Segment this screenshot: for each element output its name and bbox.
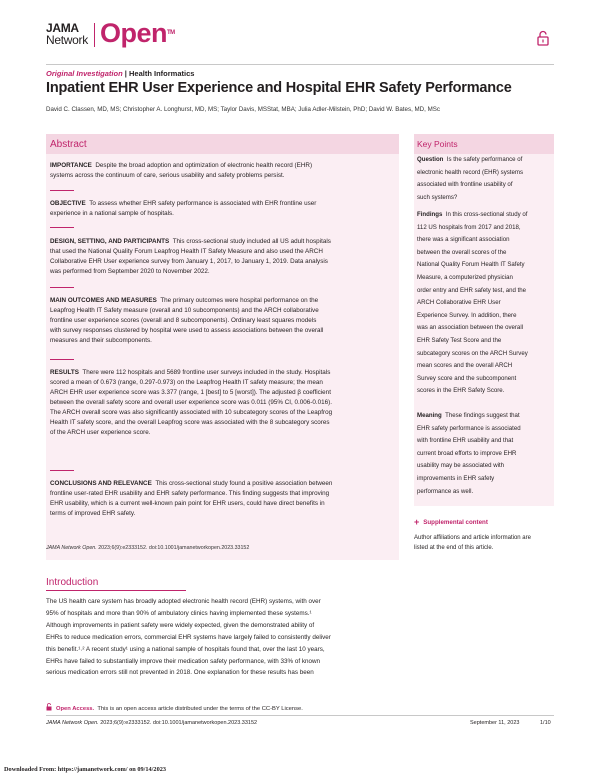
key-point-line: mean scores and the overall ARCH bbox=[417, 362, 513, 370]
key-point-line: scores in the EHR Safety Score. bbox=[417, 387, 505, 395]
abstract-label: RESULTS bbox=[50, 369, 79, 376]
abstract-conclusions bbox=[50, 479, 395, 519]
key-point-line: Meaning These findings suggest that bbox=[417, 412, 520, 419]
key-point-line: subcategory scores on the ARCH Survey bbox=[417, 349, 528, 357]
introduction-heading: Introduction bbox=[46, 577, 99, 588]
abstract-line: was performed from September 2020 to November 2022. bbox=[50, 268, 210, 275]
key-point-line: usability may be associated with bbox=[417, 462, 505, 470]
footer-date: September 11, 2023 bbox=[470, 720, 520, 726]
abstract-importance bbox=[50, 161, 395, 181]
abstract-line: EHR usability, which is a current well-known pain point for EHR users, could have direct benefits in bbox=[50, 500, 325, 507]
page-number: 1/10 bbox=[540, 720, 551, 726]
key-point-line: Experience Survey. In addition, there bbox=[417, 311, 517, 319]
abstract-outcomes bbox=[50, 296, 395, 346]
footer-citation bbox=[46, 720, 257, 726]
key-point-line: current broad efforts to improve EHR bbox=[417, 449, 517, 457]
abstract-line: Collaborative EHR User experience survey from January 1, 2017, to January 1, 2019. Data analysis bbox=[50, 258, 328, 265]
abstract-label: MAIN OUTCOMES AND MEASURES bbox=[50, 297, 157, 304]
open-access-text: This is an open access article distributed under the terms of the CC-BY License. bbox=[97, 706, 303, 712]
key-points-header bbox=[414, 134, 554, 154]
intro-line: The US health care system has broadly adopted electronic health record (EHR) systems, with over bbox=[46, 598, 321, 605]
key-point-line: EHR safety performance is associated bbox=[417, 424, 521, 432]
key-point-meaning bbox=[417, 410, 551, 498]
key-point-line: Findings In this cross-sectional study of bbox=[417, 211, 528, 218]
key-point-line: Question Is the safety performance of bbox=[417, 156, 523, 163]
article-section: Health Informatics bbox=[128, 69, 195, 78]
key-point-line: there was a significant association bbox=[417, 236, 510, 244]
key-point-line: such systems? bbox=[417, 193, 458, 201]
footer-doi: 2023;6(9):e2333152. doi:10.1001/jamanetworkopen.2023.33152 bbox=[100, 720, 258, 726]
section-divider bbox=[50, 287, 74, 288]
abstract-line: DESIGN, SETTING, AND PARTICIPANTS This cross-sectional study included all US adult hospitals bbox=[50, 238, 331, 245]
intro-line: serious medication errors still not prevented in 2018. One explanation for these results has been bbox=[46, 669, 314, 677]
open-lock-icon bbox=[537, 30, 549, 46]
key-point-line: between the overall scores of the bbox=[417, 248, 507, 256]
abstract-line: with survey responses clustered by hospital were used to assess associations between the overall bbox=[50, 327, 324, 334]
affiliation-line: listed at the end of this article. bbox=[414, 545, 494, 551]
abstract-label: IMPORTANCE bbox=[50, 162, 92, 169]
article-type bbox=[46, 69, 194, 78]
abstract-design bbox=[50, 237, 395, 277]
affiliation-line: Author affiliations and article information are bbox=[414, 535, 531, 541]
intro-line: this benefit.¹˒² A recent study¹ using a national sample of hospitals found that, over the last 10 years, bbox=[46, 645, 325, 653]
key-point-line: with frontline EHR usability and that bbox=[417, 437, 514, 445]
key-point-findings bbox=[417, 209, 551, 398]
abstract-line: scored a mean of 0.673 (range, 0.297-0.973) on the Leapfrog Health IT safety measure; the mean bbox=[50, 379, 323, 386]
intro-line: EHRs to reduce medication errors, commercial EHR systems have largely failed to consistently deliver bbox=[46, 633, 331, 641]
author-affiliations-note bbox=[414, 533, 554, 553]
logo-trademark: TM bbox=[167, 30, 175, 36]
abstract-line: IMPORTANCE Despite the broad adoption and optimization of electronic health record (EHR) bbox=[50, 162, 313, 169]
abstract-line: experience in a national sample of hospitals. bbox=[50, 210, 174, 217]
key-point-line: National Quality Forum Health IT Safety bbox=[417, 261, 525, 269]
abstract-label: CONCLUSIONS AND RELEVANCE bbox=[50, 480, 152, 487]
key-point-line: performance as well. bbox=[417, 487, 474, 495]
key-point-line: 112 US hospitals from 2017 and 2018, bbox=[417, 223, 521, 231]
abstract-label: OBJECTIVE bbox=[50, 200, 86, 207]
key-point-line: electronic health record (EHR) systems bbox=[417, 168, 523, 176]
abstract-box bbox=[46, 134, 399, 560]
key-point-line: Measure, a computerized physician bbox=[417, 273, 513, 281]
abstract-header bbox=[46, 134, 399, 154]
key-point-line: associated with frontline usability of bbox=[417, 181, 513, 189]
section-divider bbox=[50, 359, 74, 360]
abstract-results bbox=[50, 368, 395, 438]
key-point-line: was an association between the overall bbox=[417, 324, 524, 332]
logo-open: Open™ bbox=[100, 18, 175, 48]
abstract-line: of the ARCH user experience score. bbox=[50, 429, 151, 436]
abstract-line: MAIN OUTCOMES AND MEASURES The primary outcomes were hospital performance on the bbox=[50, 297, 319, 304]
open-access-label[interactable]: Open Access. bbox=[56, 706, 95, 712]
open-access-icon bbox=[46, 703, 52, 711]
article-title: Inpatient EHR User Experience and Hospital EHR Safety Performance bbox=[46, 80, 512, 96]
abstract-line: frontline user-rated EHR usability and EHR safety performance. This finding suggests that improving bbox=[50, 490, 330, 497]
citation-journal: JAMA Network Open. bbox=[46, 545, 97, 551]
citation-text[interactable]: 2023;6(9):e2333152. doi:10.1001/jamanetworkopen.2023.33152 bbox=[98, 545, 250, 551]
abstract-line: Leapfrog Health IT Safety measure (overall and 10 subcomponents) and the ARCH collaborative bbox=[50, 307, 319, 314]
article-kind: Original Investigation bbox=[46, 69, 123, 78]
abstract-line: Health IT safety score, and the overall Leapfrog score was associated with the 8 subcategory scores bbox=[50, 419, 330, 426]
intro-line: EHRs have failed to substantially improve their medication safety performance, with 33% of known bbox=[46, 657, 321, 665]
abstract-line: RESULTS There were 112 hospitals and 5689 frontline user surveys included in the study. Hospitals bbox=[50, 369, 331, 376]
abstract-line: The ARCH overall score was also significantly associated with 10 subcategory scores of the Leapfrog bbox=[50, 409, 333, 416]
key-point-line: Survey score and the subcomponent bbox=[417, 374, 517, 382]
key-point-line: order entry and EHR safety test, and the bbox=[417, 286, 527, 294]
footer-rule bbox=[46, 715, 554, 716]
abstract-line: terms of improved EHR safety. bbox=[50, 510, 136, 517]
abstract-line: that used the National Quality Forum Leapfrog Health IT Safety Measure and also used the ARCH bbox=[50, 248, 323, 255]
logo-network: Network bbox=[46, 33, 88, 47]
plus-icon: + bbox=[414, 517, 420, 527]
open-access-note bbox=[46, 703, 303, 712]
supplemental-content-link[interactable]: + Supplemental content bbox=[414, 517, 488, 527]
key-point-label: Question bbox=[417, 156, 444, 163]
footer-journal: JAMA Network Open. bbox=[46, 720, 99, 726]
key-point-line: EHR Safety Test Score and the bbox=[417, 336, 502, 344]
abstract-line: frontline user experience scores (overall and 8 subcomponents). Ordinary least squares models bbox=[50, 317, 317, 324]
section-divider bbox=[50, 470, 74, 471]
abstract-line: OBJECTIVE To assess whether EHR safety performance is associated with EHR frontline user bbox=[50, 200, 317, 207]
intro-line: Although improvements in patient safety were widely expected, given the demonstrated ability of bbox=[46, 621, 315, 629]
abstract-label: DESIGN, SETTING, AND PARTICIPANTS bbox=[50, 238, 170, 245]
key-points-box bbox=[414, 134, 554, 506]
key-point-line: improvements in EHR safety bbox=[417, 474, 495, 482]
abstract-line: CONCLUSIONS AND RELEVANCE This cross-sectional study found a positive association between bbox=[50, 480, 333, 487]
key-point-line: ARCH Collaborative EHR User bbox=[417, 299, 501, 307]
abstract-line: systems across the continuum of care, serious usability and safety problems persist. bbox=[50, 172, 285, 179]
introduction-rule bbox=[46, 590, 186, 591]
section-divider bbox=[50, 227, 74, 228]
key-points-heading: Key Points bbox=[417, 139, 458, 149]
author-list: David C. Classen, MD, MS; Christopher A. Longhurst, MD, MS; Taylor Davis, MSStat, MBA; Julia Adler-Milstein, PhD; David W. Bates, MD, MSc bbox=[46, 106, 440, 113]
key-point-label: Findings bbox=[417, 211, 443, 218]
abstract-heading: Abstract bbox=[50, 139, 87, 150]
intro-line: 95% of hospitals and more than 90% of ambulatory clinics having implemented these systems.¹ bbox=[46, 609, 312, 617]
header-rule bbox=[46, 64, 554, 65]
logo-divider bbox=[94, 23, 95, 47]
abstract-line: measures and their subcomponents. bbox=[50, 337, 152, 344]
abstract-line: between the overall safety score and overall user experience score was 0.011 (95% CI, 0.006-0.016). bbox=[50, 399, 333, 406]
article-citation bbox=[46, 545, 249, 551]
introduction-body bbox=[46, 596, 396, 679]
section-divider bbox=[50, 190, 74, 191]
article-type-separator: | bbox=[124, 69, 127, 78]
abstract-objective bbox=[50, 199, 395, 219]
abstract-line: ARCH EHR user experience score was 3.377 (range, 1 [best] to 5 [worst]). The adjusted β coefficient bbox=[50, 389, 331, 396]
key-point-question bbox=[417, 154, 551, 204]
key-point-label: Meaning bbox=[417, 412, 442, 419]
logo-jama: JAMA bbox=[46, 21, 79, 35]
download-watermark: Downloaded From: https://jamanetwork.com/ on 09/14/2023 bbox=[4, 766, 167, 773]
